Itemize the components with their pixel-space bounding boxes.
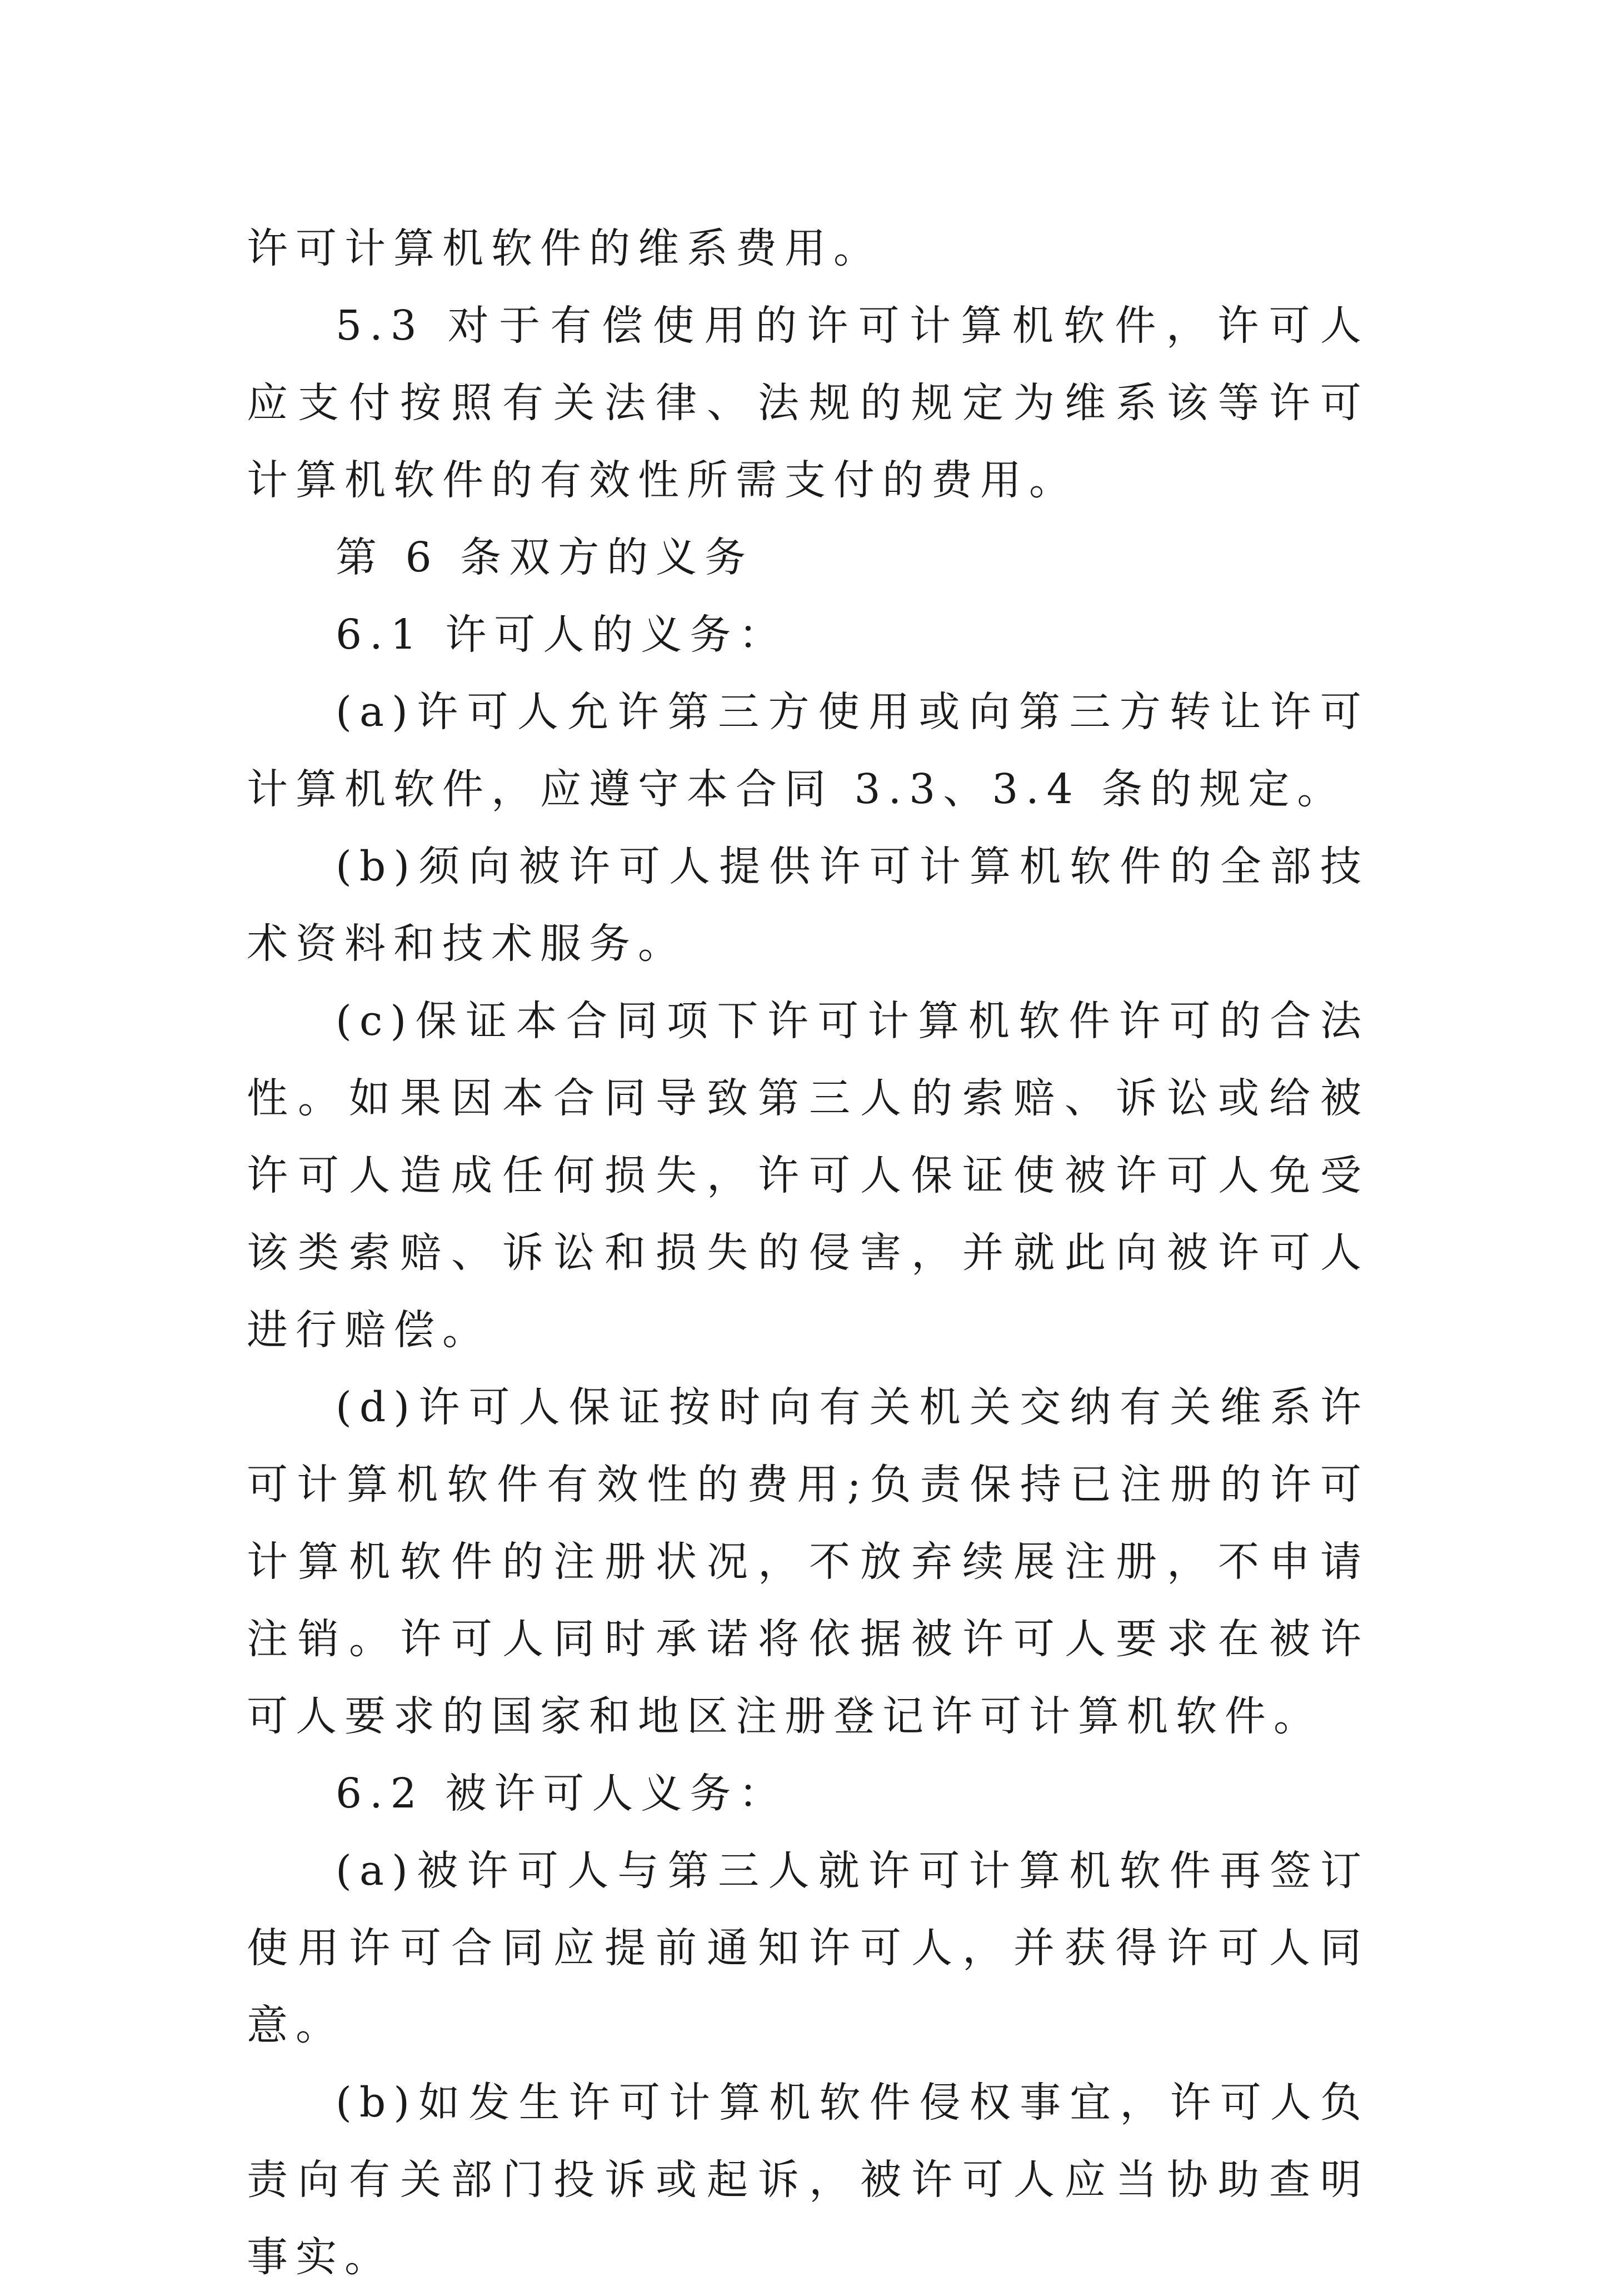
article-6-heading: 第 6 条双方的义务	[336, 534, 754, 581]
clause-6-1-heading: 6.1 许可人的义务：	[336, 611, 788, 659]
paragraph-6-1-d: (d)许可人保证按时向有关机关交纳有关维系许可计算机软件有效性的费用;负责保持已注册的许可计算机软件的注册状况，不放弃续展注册，不申请注销。许可人同时承诺将依据被许可人要求在被许可人要求的国家和地区注册登记许可计算机软件。	[247, 1383, 1369, 1740]
paragraph-6-1-b: (b)须向被许可人提供许可计算机软件的全部技术资料和技术服务。	[247, 843, 1369, 968]
paragraph-continuation: 许可计算机软件的维系费用。	[247, 225, 882, 272]
paragraph-6-2-b: (b)如发生许可计算机软件侵权事宜，许可人负责向有关部门投诉或起诉，被许可人应当协助查明事实。	[247, 2079, 1369, 2281]
paragraph-6-1-c: (c)保证本合同项下许可计算机软件许可的合法性。如果因本合同导致第三人的索赔、诉讼或给被许可人造成任何损失，许可人保证使被许可人免受该类索赔、诉讼和损失的侵害，并就此向被许可人进行赔偿。	[247, 997, 1369, 1354]
clause-6-2-heading: 6.2 被许可人义务：	[336, 1770, 788, 1817]
document-body	[247, 210, 1369, 2296]
paragraph-clause-5-3: 5.3 对于有偿使用的许可计算机软件，许可人应支付按照有关法律、法规的规定为维系该等许可计算机软件的有效性所需支付的费用。	[247, 302, 1369, 504]
paragraph-6-2-a: (a)被许可人与第三人就许可计算机软件再签订使用许可合同应提前通知许可人，并获得许可人同意。	[247, 1847, 1369, 2049]
paragraph-6-1-a: (a)许可人允许第三方使用或向第三方转让许可计算机软件，应遵守本合同 3.3、3.4 条的规定。	[247, 688, 1369, 813]
